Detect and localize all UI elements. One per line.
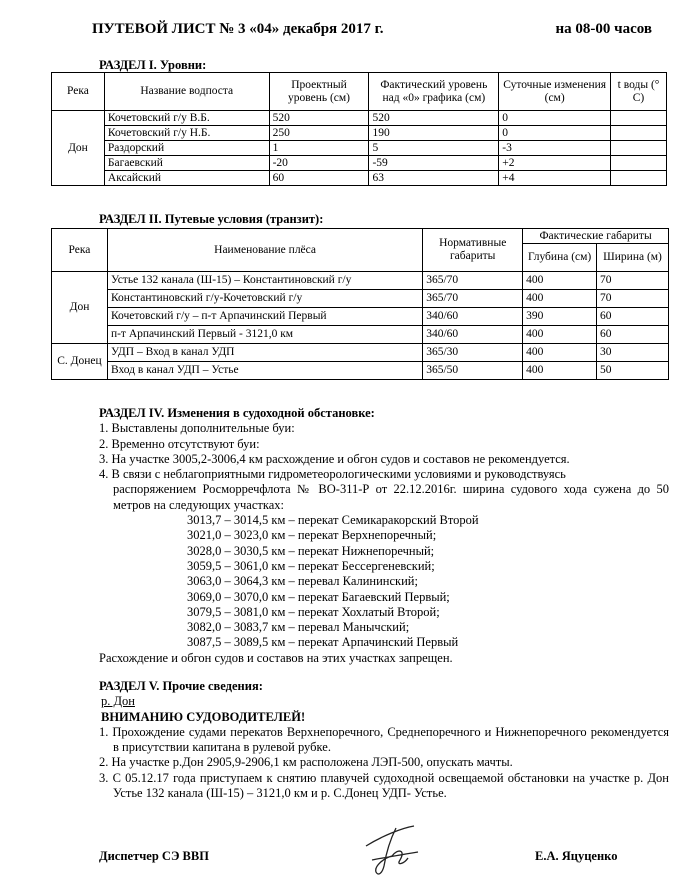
stretch-name: Устье 132 канала (Ш-15) – Константиновский г/у bbox=[107, 272, 422, 290]
depth: 400 bbox=[523, 326, 597, 344]
levels-table bbox=[51, 72, 667, 186]
table-row bbox=[52, 308, 669, 326]
transit-header-row bbox=[52, 229, 669, 244]
section5-item: 2. На участке р.Дон 2905,9-2906,1 км расположена ЛЭП-500, опускать мачты. bbox=[99, 755, 513, 770]
list-item: 3069,0 – 3070,0 км – перекат Багаевский Первый; bbox=[187, 589, 450, 604]
table-row bbox=[52, 171, 667, 186]
stretch-name: Кочетовский г/у – п-т Арпачинский Первый bbox=[107, 308, 422, 326]
depth: 400 bbox=[523, 290, 597, 308]
list-item: 3063,0 – 3064,3 км – перевал Калининский; bbox=[187, 574, 418, 589]
water-temp bbox=[611, 171, 667, 186]
section4-item4-rest: распоряжением Росморречфлота № ВО-311-Р от 22.12.2016г. ширина судового хода сужена до 50 метров на следующих участках: bbox=[113, 482, 669, 512]
section4-item4-lead: 4. В связи с неблагоприятными гидрометеорологическими условиями и руководствуясь bbox=[99, 467, 566, 482]
width: 70 bbox=[597, 272, 669, 290]
table-row bbox=[52, 326, 669, 344]
section4-item: 3. На участке 3005,2-3006,4 км расхождение и обгон судов и составов не рекомендуется. bbox=[99, 451, 570, 466]
col-actual-level: Фактический уровень над «0» графика (см) bbox=[369, 73, 499, 111]
stretch-name: п-т Арпачинский Первый - 3121,0 км bbox=[107, 326, 422, 344]
post-name: Кочетовский г/у Н.Б. bbox=[104, 126, 269, 141]
col-depth: Глубина (см) bbox=[523, 244, 597, 272]
water-temp bbox=[611, 111, 667, 126]
table-row bbox=[52, 272, 669, 290]
list-item: 3087,5 – 3089,5 км – перекат Арпачинский Первый bbox=[187, 635, 459, 650]
depth: 400 bbox=[523, 272, 597, 290]
narrowed-sections-list bbox=[99, 513, 669, 651]
section4-title: РАЗДЕЛ IV. Изменения в судоходной обстановке: bbox=[99, 406, 375, 420]
actual-level: 190 bbox=[369, 126, 499, 141]
transit-table bbox=[51, 228, 669, 380]
list-item: 3059,5 – 3061,0 км – перекат Бессергеневский; bbox=[187, 558, 435, 573]
table-row bbox=[52, 344, 669, 362]
col-actual: Фактические габариты bbox=[523, 229, 669, 244]
river-cell: Дон bbox=[52, 272, 108, 344]
handwritten-signature bbox=[362, 820, 426, 880]
norm-dims: 365/50 bbox=[423, 362, 523, 380]
levels-header-row bbox=[52, 73, 667, 111]
list-item: 3028,0 – 3030,5 км – перекат Нижнепоречный; bbox=[187, 543, 435, 558]
post-name: Аксайский bbox=[104, 171, 269, 186]
project-level: 250 bbox=[269, 126, 369, 141]
col-norm: Нормативные габариты bbox=[423, 229, 523, 272]
norm-dims: 365/30 bbox=[423, 344, 523, 362]
water-temp bbox=[611, 141, 667, 156]
actual-level: 520 bbox=[369, 111, 499, 126]
col-daily-change: Суточные изменения (см) bbox=[499, 73, 611, 111]
norm-dims: 340/60 bbox=[423, 326, 523, 344]
section5-item: 1. Прохождение судами перекатов Верхнепоречного, Среднепоречного и Нижнепоречного рекомендуется в присутствии капитана в рулевой рубке. bbox=[99, 724, 669, 755]
water-temp bbox=[611, 156, 667, 171]
project-level: 1 bbox=[269, 141, 369, 156]
stretch-name: Константиновский г/у-Кочетовский г/у bbox=[107, 290, 422, 308]
col-stretch: Наименование плёса bbox=[107, 229, 422, 272]
list-item: 3082,0 – 3083,7 км – перевал Манычский; bbox=[187, 620, 410, 635]
col-post: Название водпоста bbox=[104, 73, 269, 111]
depth: 400 bbox=[523, 362, 597, 380]
width: 30 bbox=[597, 344, 669, 362]
dispatcher-label: Диспетчер СЭ ВВП bbox=[99, 849, 209, 863]
section4-item: 2. Временно отсутствуют буи: bbox=[99, 436, 260, 451]
norm-dims: 340/60 bbox=[423, 308, 523, 326]
actual-level: 63 bbox=[369, 171, 499, 186]
stretch-name: Вход в канал УДП – Устье bbox=[107, 362, 422, 380]
post-name: Раздорский bbox=[104, 141, 269, 156]
daily-change: 0 bbox=[499, 126, 611, 141]
water-temp bbox=[611, 126, 667, 141]
section5-river: р. Дон bbox=[101, 694, 135, 709]
actual-level: -59 bbox=[369, 156, 499, 171]
daily-change: +2 bbox=[499, 156, 611, 171]
table-row bbox=[52, 290, 669, 308]
dispatcher-name: Е.А. Яцуценко bbox=[535, 849, 618, 863]
col-river: Река bbox=[52, 229, 108, 272]
report-time: на 08-00 часов bbox=[555, 21, 652, 37]
col-river: Река bbox=[52, 73, 105, 111]
col-water-temp: t воды (° C) bbox=[611, 73, 667, 111]
daily-change: -3 bbox=[499, 141, 611, 156]
width: 60 bbox=[597, 326, 669, 344]
section2-title: РАЗДЕЛ II. Путевые условия (транзит): bbox=[99, 212, 324, 226]
river-cell: Дон bbox=[52, 111, 105, 186]
document-title: ПУТЕВОЙ ЛИСТ № 3 «04» декабря 2017 г. bbox=[92, 21, 384, 37]
section4-closing: Расхождение и обгон судов и составов на этих участках запрещен. bbox=[99, 650, 453, 665]
river-cell: С. Донец bbox=[52, 344, 108, 380]
width: 50 bbox=[597, 362, 669, 380]
stretch-name: УДП – Вход в канал УДП bbox=[107, 344, 422, 362]
width: 70 bbox=[597, 290, 669, 308]
col-width: Ширина (м) bbox=[597, 244, 669, 272]
section1-title: РАЗДЕЛ I. Уровни: bbox=[99, 58, 207, 72]
table-row bbox=[52, 141, 667, 156]
col-project-level: Проектный уровень (см) bbox=[269, 73, 369, 111]
attention-heading: ВНИМАНИЮ СУДОВОДИТЕЛЕЙ! bbox=[101, 709, 306, 724]
section4 bbox=[99, 406, 669, 666]
section5 bbox=[99, 679, 669, 801]
post-name: Багаевский bbox=[104, 156, 269, 171]
table-row bbox=[52, 111, 667, 126]
project-level: 60 bbox=[269, 171, 369, 186]
norm-dims: 365/70 bbox=[423, 272, 523, 290]
post-name: Кочетовский г/у В.Б. bbox=[104, 111, 269, 126]
table-row bbox=[52, 156, 667, 171]
width: 60 bbox=[597, 308, 669, 326]
table-row bbox=[52, 126, 667, 141]
depth: 400 bbox=[523, 344, 597, 362]
section5-title: РАЗДЕЛ V. Прочие сведения: bbox=[99, 679, 263, 693]
daily-change: 0 bbox=[499, 111, 611, 126]
project-level: -20 bbox=[269, 156, 369, 171]
actual-level: 5 bbox=[369, 141, 499, 156]
project-level: 520 bbox=[269, 111, 369, 126]
section4-item: 1. Выставлены дополнительные буи: bbox=[99, 421, 295, 436]
daily-change: +4 bbox=[499, 171, 611, 186]
section5-item: 3. С 05.12.17 года приступаем к снятию плавучей судоходной освещаемой обстановки на участке р. Дон Устье 132 канала (Ш-15) – 3121,0 км и р. С.Донец УДП- Устье. bbox=[99, 770, 669, 801]
table-row bbox=[52, 362, 669, 380]
norm-dims: 365/70 bbox=[423, 290, 523, 308]
depth: 390 bbox=[523, 308, 597, 326]
list-item: 3021,0 – 3023,0 км – перекат Верхнепоречный; bbox=[187, 528, 437, 543]
document-header bbox=[92, 21, 652, 38]
list-item: 3079,5 – 3081,0 км – перекат Хохлатый Второй; bbox=[187, 604, 440, 619]
list-item: 3013,7 – 3014,5 км – перекат Семикаракорский Второй bbox=[187, 513, 479, 528]
